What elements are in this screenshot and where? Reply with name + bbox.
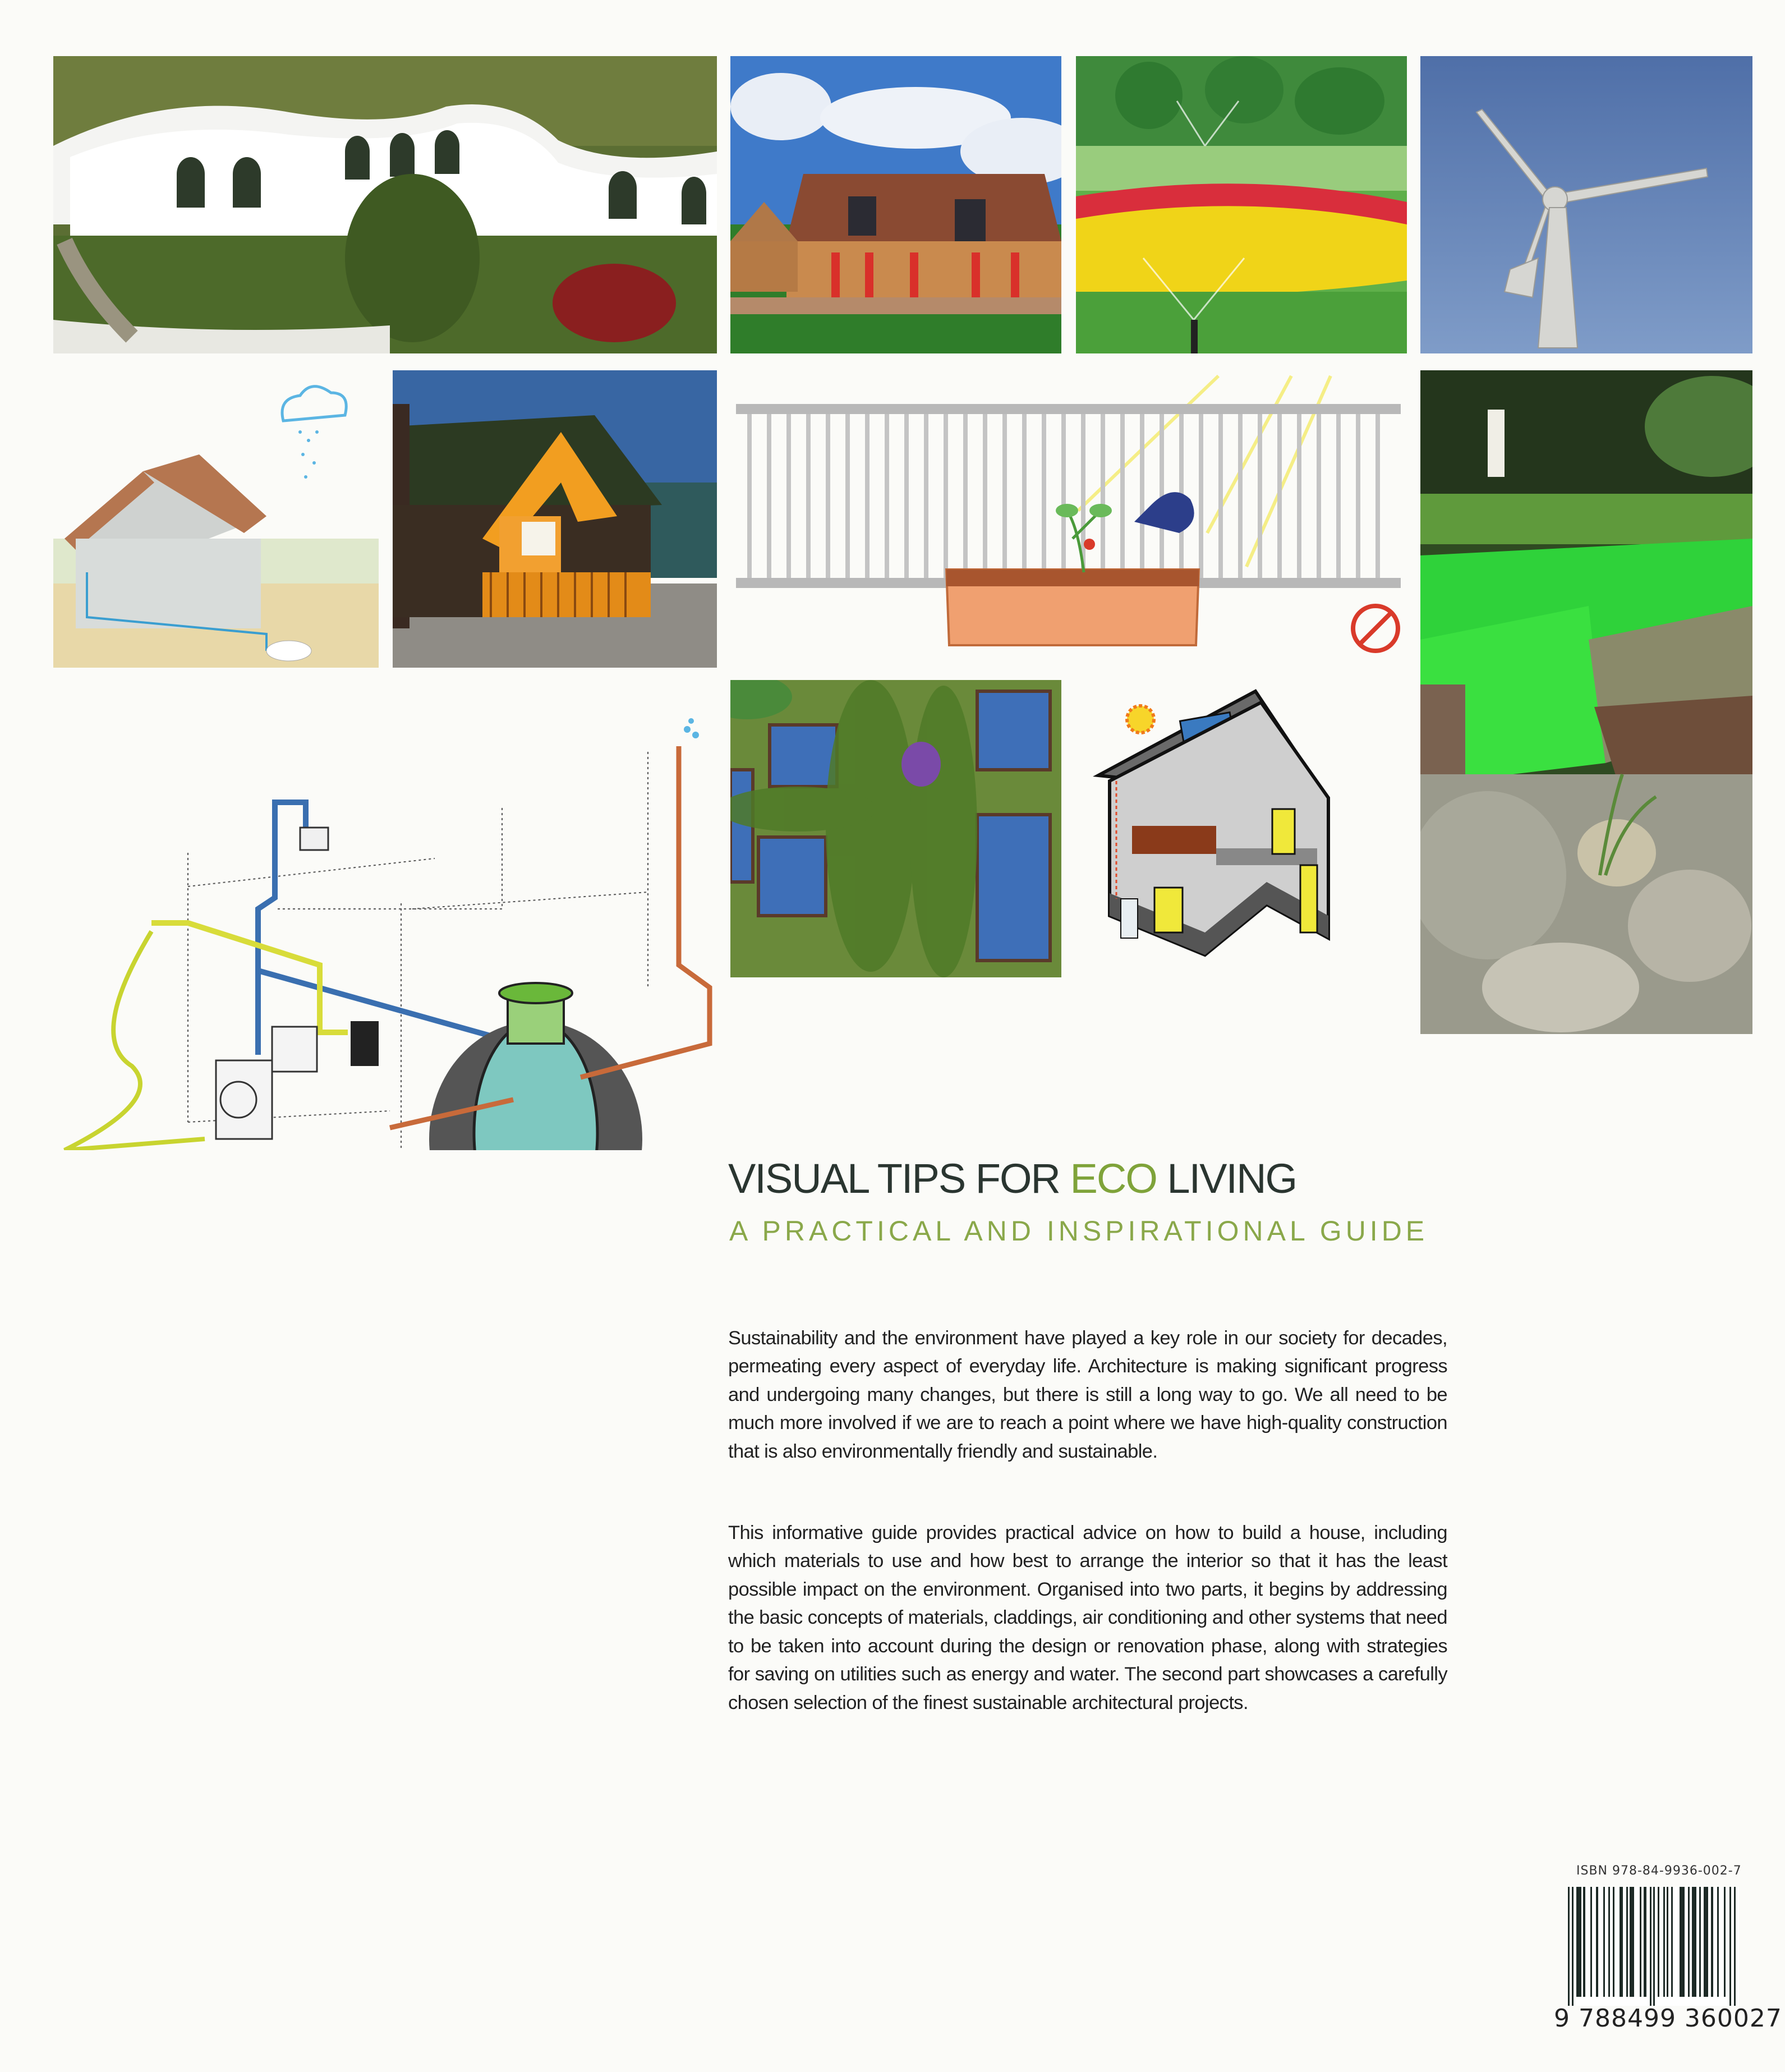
solar-roof-house-photo: [730, 56, 1061, 353]
green-roof-cabin-photo: [393, 370, 717, 668]
garden-sprinklers-photo: [1076, 56, 1407, 353]
book-title: VISUAL TIPS FOR ECO LIVING: [728, 1155, 1297, 1202]
book-subtitle: A PRACTICAL AND INSPIRATIONAL GUIDE: [729, 1215, 1429, 1247]
earth-house-photo: [53, 56, 717, 353]
title-accent-eco: ECO: [1070, 1155, 1157, 1202]
solar-heating-house-diagram: [1076, 680, 1407, 977]
vertical-garden-facade-photo: [730, 680, 1061, 977]
wind-turbine-photo: [1420, 56, 1752, 353]
natural-pool-photo: [1420, 370, 1752, 1034]
isbn-label: ISBN 978-84-9936-002-7: [1576, 1864, 1742, 1878]
blurb-paragraph-2: This informative guide provides practical advice on how to build a house, including which materials to use and how best to arrange the interior so that it has the least possible impact on the environment. Organised into two parts, it begins by addressing the basic concepts of materials, claddings, air conditioning and other systems that need to be taken into account during the design or renovation phase, along with strategies for saving on utilities such as energy and water. The second part showcases a carefully chosen selection of the finest sustainable architectural projects.: [728, 1522, 1447, 1713]
rainwater-house-diagram: [53, 370, 379, 668]
blurb-paragraph-1: Sustainability and the environment have played a key role in our society for decades, permeating every aspect of everyday life. Architecture is making significant progress and undergoing many changes, but there is still a long way to go. We all need to be much more involved if we are to reach a point where we have high-quality construction that is also environmentally friendly and sustainable.: [728, 1327, 1447, 1462]
balcony-planter-diagram: [730, 370, 1406, 668]
barcode-icon: [1568, 1887, 1739, 2006]
rainwater-tank-diagram: [53, 673, 717, 1150]
barcode-digits: 9 788499 360027: [1554, 2004, 1782, 2033]
